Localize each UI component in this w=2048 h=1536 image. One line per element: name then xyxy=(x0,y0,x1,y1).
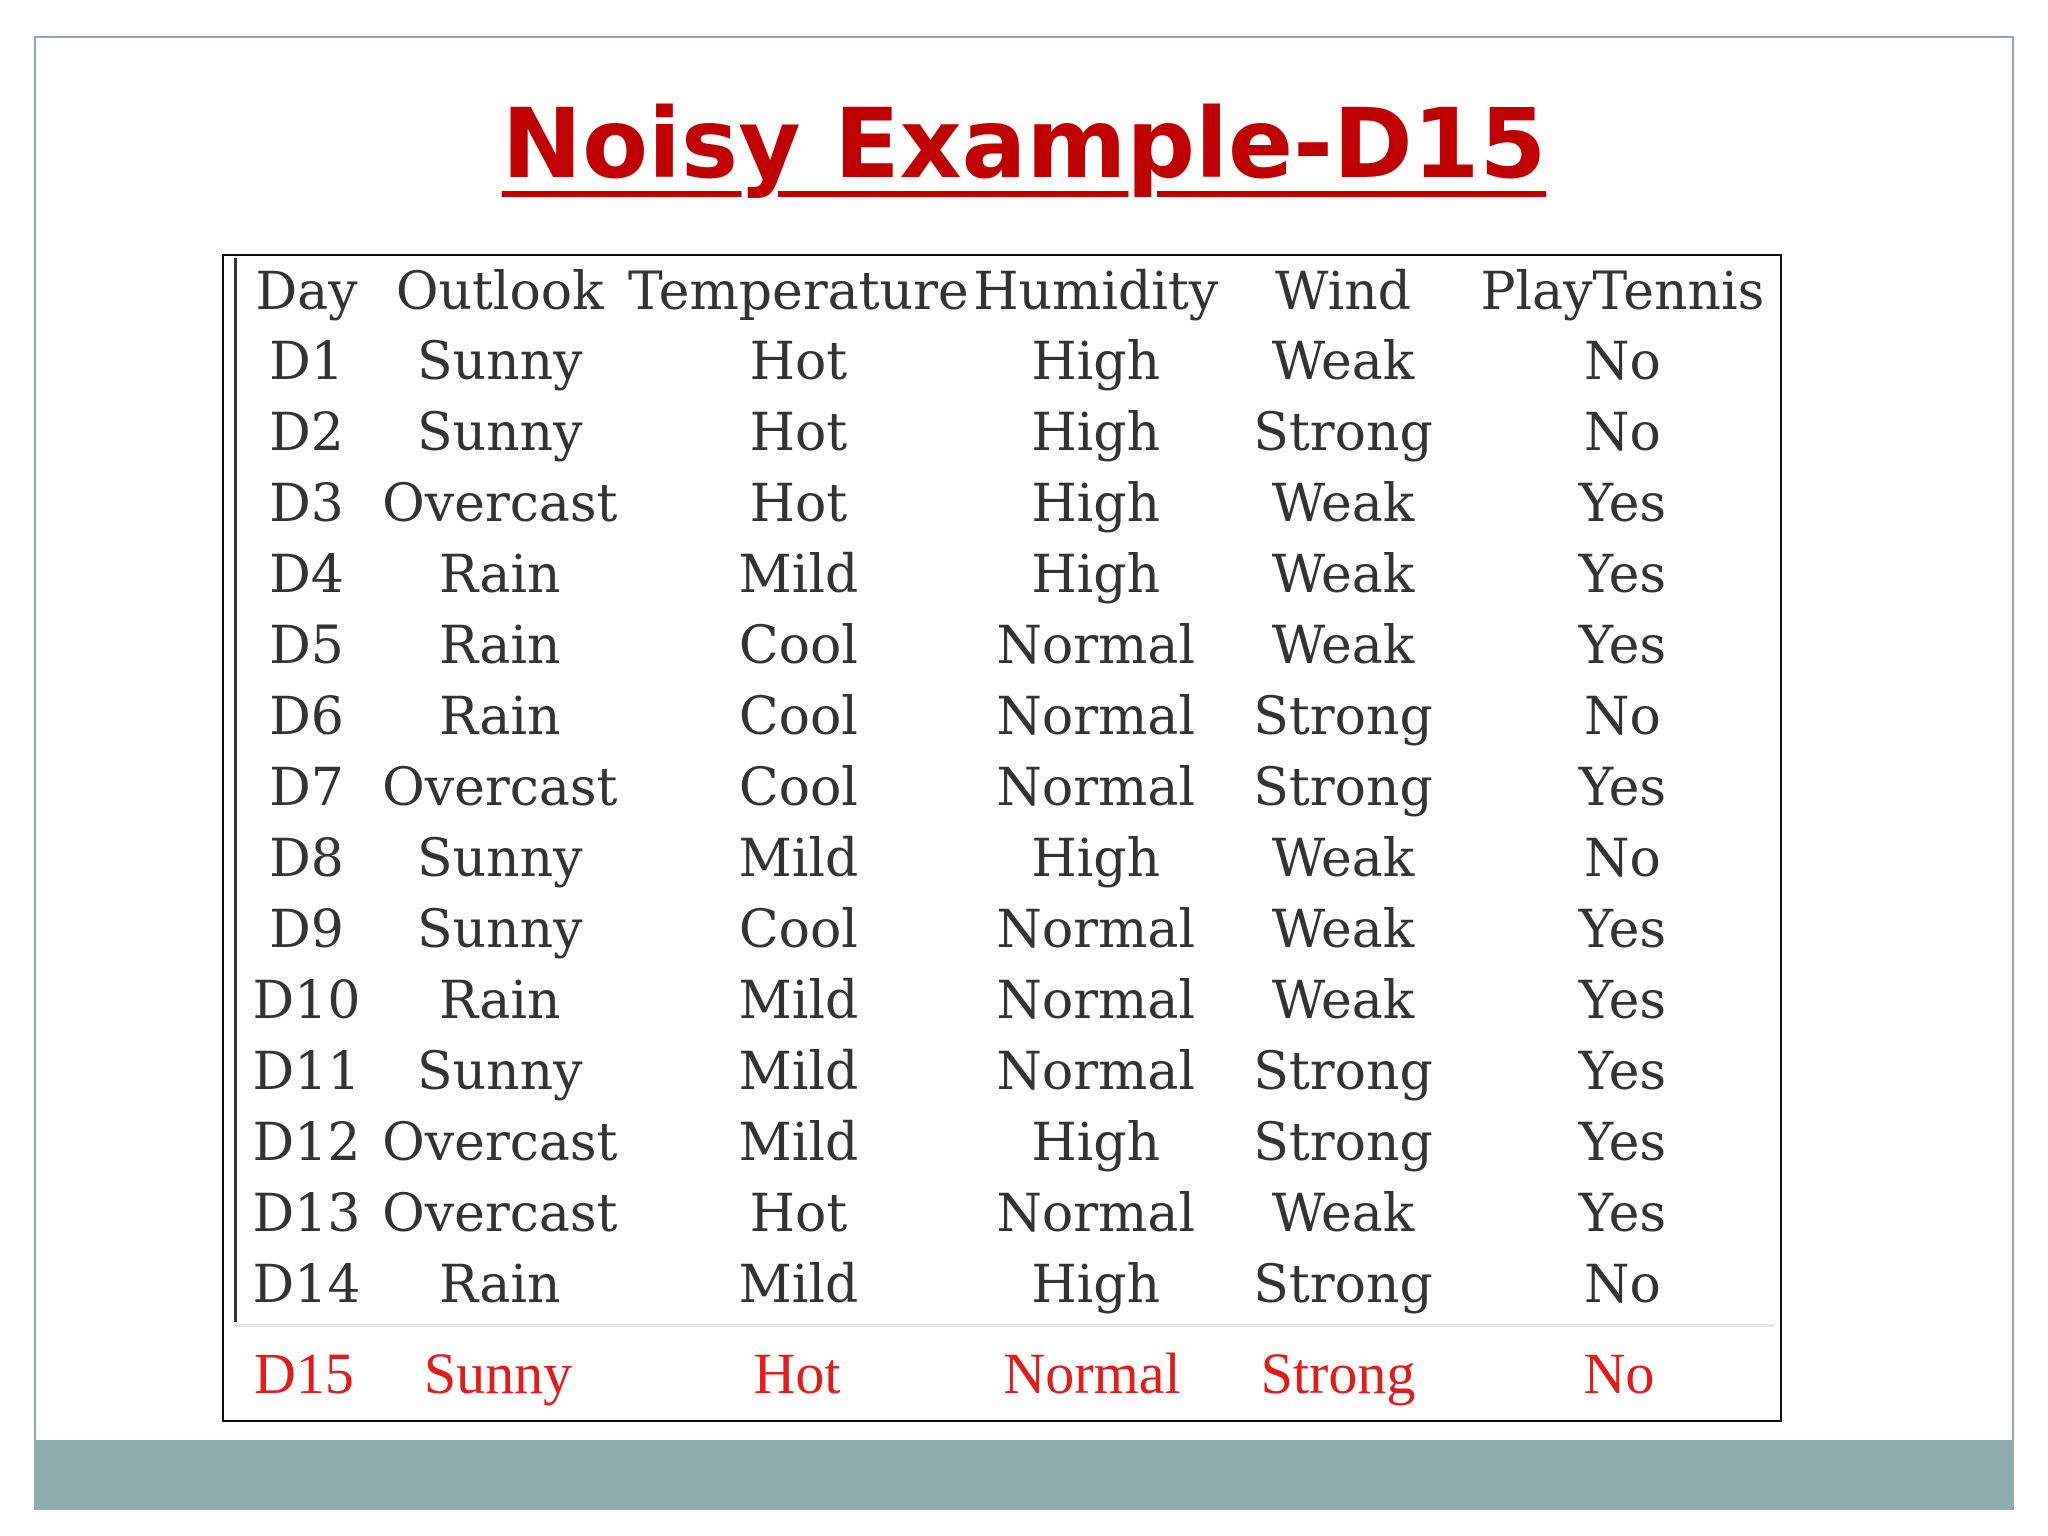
cell-outlook: Rain xyxy=(439,1254,561,1315)
noisy-cell-temperature: Hot xyxy=(753,1340,841,1406)
cell-temperature: Mild xyxy=(738,970,859,1031)
training-table-area xyxy=(234,258,1777,1322)
cell-temperature: Mild xyxy=(738,1254,859,1315)
cell-outlook: Rain xyxy=(439,970,561,1031)
noisy-example-row xyxy=(234,1324,1774,1423)
cell-day: D9 xyxy=(269,899,344,960)
cell-day: D14 xyxy=(252,1254,361,1315)
cell-humidity: Normal xyxy=(996,757,1195,818)
cell-playtennis: No xyxy=(1584,828,1661,889)
cell-wind: Strong xyxy=(1253,1112,1433,1173)
cell-wind: Weak xyxy=(1271,473,1415,534)
cell-day: D11 xyxy=(252,1041,361,1102)
cell-wind: Weak xyxy=(1271,544,1415,605)
cell-temperature: Cool xyxy=(738,686,858,747)
cell-playtennis: Yes xyxy=(1578,757,1667,818)
cell-day: D8 xyxy=(269,828,344,889)
noisy-cell-wind: Strong xyxy=(1260,1340,1416,1406)
cell-playtennis: No xyxy=(1584,686,1661,747)
cell-wind: Strong xyxy=(1253,402,1433,463)
table-row xyxy=(237,1107,1777,1178)
cell-outlook: Sunny xyxy=(417,1041,583,1102)
cell-day: D2 xyxy=(269,402,344,463)
header-playtennis: PlayTennis xyxy=(1480,262,1765,322)
cell-wind: Strong xyxy=(1253,1041,1433,1102)
table-row xyxy=(237,610,1777,681)
header-day: Day xyxy=(255,262,358,322)
header-humidity: Humidity xyxy=(973,262,1219,322)
table-header-row xyxy=(237,258,1777,326)
cell-humidity: High xyxy=(1031,828,1161,889)
cell-day: D4 xyxy=(269,544,344,605)
cell-playtennis: No xyxy=(1584,1254,1661,1315)
cell-temperature: Cool xyxy=(738,899,858,960)
cell-outlook: Rain xyxy=(439,544,561,605)
cell-wind: Weak xyxy=(1271,615,1415,676)
slide-title-text: Noisy Example-D15 xyxy=(501,88,1547,200)
cell-wind: Strong xyxy=(1253,757,1433,818)
cell-day: D5 xyxy=(269,615,344,676)
cell-playtennis: Yes xyxy=(1578,544,1667,605)
cell-outlook: Overcast xyxy=(382,1183,618,1244)
cell-playtennis: Yes xyxy=(1578,1112,1667,1173)
cell-wind: Weak xyxy=(1271,899,1415,960)
cell-outlook: Sunny xyxy=(417,331,583,392)
cell-playtennis: Yes xyxy=(1578,473,1667,534)
cell-humidity: Normal xyxy=(996,615,1195,676)
cell-humidity: Normal xyxy=(996,686,1195,747)
cell-humidity: High xyxy=(1031,402,1161,463)
cell-temperature: Cool xyxy=(738,615,858,676)
cell-humidity: High xyxy=(1031,544,1161,605)
table-row xyxy=(237,894,1777,965)
table-body xyxy=(237,326,1777,1320)
table-row xyxy=(237,752,1777,823)
table-row xyxy=(237,326,1777,397)
cell-temperature: Hot xyxy=(749,473,848,534)
table-row xyxy=(237,397,1777,468)
cell-playtennis: No xyxy=(1584,331,1661,392)
table-row xyxy=(237,1178,1777,1249)
cell-temperature: Mild xyxy=(738,1112,859,1173)
cell-wind: Weak xyxy=(1271,331,1415,392)
table-row xyxy=(237,468,1777,539)
cell-outlook: Overcast xyxy=(382,473,618,534)
cell-outlook: Sunny xyxy=(417,828,583,889)
cell-outlook: Sunny xyxy=(417,402,583,463)
cell-temperature: Mild xyxy=(738,828,859,889)
cell-playtennis: Yes xyxy=(1578,899,1667,960)
cell-temperature: Hot xyxy=(749,1183,848,1244)
cell-temperature: Hot xyxy=(749,331,848,392)
cell-humidity: High xyxy=(1031,473,1161,534)
noisy-cell-day: D15 xyxy=(254,1340,354,1406)
cell-outlook: Overcast xyxy=(382,1112,618,1173)
table-box xyxy=(222,254,1782,1422)
cell-humidity: Normal xyxy=(996,970,1195,1031)
cell-humidity: Normal xyxy=(996,1041,1195,1102)
cell-playtennis: Yes xyxy=(1578,970,1667,1031)
bottom-band xyxy=(34,1440,2014,1510)
cell-day: D3 xyxy=(269,473,344,534)
cell-humidity: Normal xyxy=(996,1183,1195,1244)
cell-wind: Weak xyxy=(1271,1183,1415,1244)
cell-playtennis: No xyxy=(1584,402,1661,463)
cell-wind: Strong xyxy=(1253,1254,1433,1315)
cell-humidity: High xyxy=(1031,1254,1161,1315)
table-row xyxy=(237,1249,1777,1320)
noisy-cell-playtennis: No xyxy=(1583,1340,1655,1406)
cell-day: D12 xyxy=(252,1112,361,1173)
noisy-row xyxy=(234,1327,1774,1419)
cell-outlook: Rain xyxy=(439,686,561,747)
cell-day: D10 xyxy=(252,970,361,1031)
cell-day: D6 xyxy=(269,686,344,747)
table-row xyxy=(237,823,1777,894)
training-data-table xyxy=(237,258,1777,1320)
cell-playtennis: Yes xyxy=(1578,1041,1667,1102)
cell-humidity: High xyxy=(1031,331,1161,392)
noisy-cell-outlook: Sunny xyxy=(423,1340,573,1406)
cell-wind: Weak xyxy=(1271,828,1415,889)
cell-outlook: Sunny xyxy=(417,899,583,960)
cell-day: D13 xyxy=(252,1183,361,1244)
cell-temperature: Hot xyxy=(749,402,848,463)
noisy-cell-humidity: Normal xyxy=(1003,1340,1181,1406)
slide-title xyxy=(0,88,2048,200)
cell-outlook: Rain xyxy=(439,615,561,676)
noisy-example-table xyxy=(234,1327,1774,1419)
table-row xyxy=(237,539,1777,610)
cell-playtennis: Yes xyxy=(1578,1183,1667,1244)
header-wind: Wind xyxy=(1275,262,1411,322)
cell-day: D7 xyxy=(269,757,344,818)
header-outlook: Outlook xyxy=(395,262,604,322)
table-row xyxy=(237,965,1777,1036)
cell-temperature: Mild xyxy=(738,1041,859,1102)
cell-humidity: High xyxy=(1031,1112,1161,1173)
cell-outlook: Overcast xyxy=(382,757,618,818)
cell-playtennis: Yes xyxy=(1578,615,1667,676)
cell-temperature: Mild xyxy=(738,544,859,605)
table-row xyxy=(237,681,1777,752)
header-temperature: Temperature xyxy=(628,262,969,322)
cell-temperature: Cool xyxy=(738,757,858,818)
cell-wind: Weak xyxy=(1271,970,1415,1031)
cell-humidity: Normal xyxy=(996,899,1195,960)
cell-day: D1 xyxy=(269,331,344,392)
cell-wind: Strong xyxy=(1253,686,1433,747)
table-row xyxy=(237,1036,1777,1107)
